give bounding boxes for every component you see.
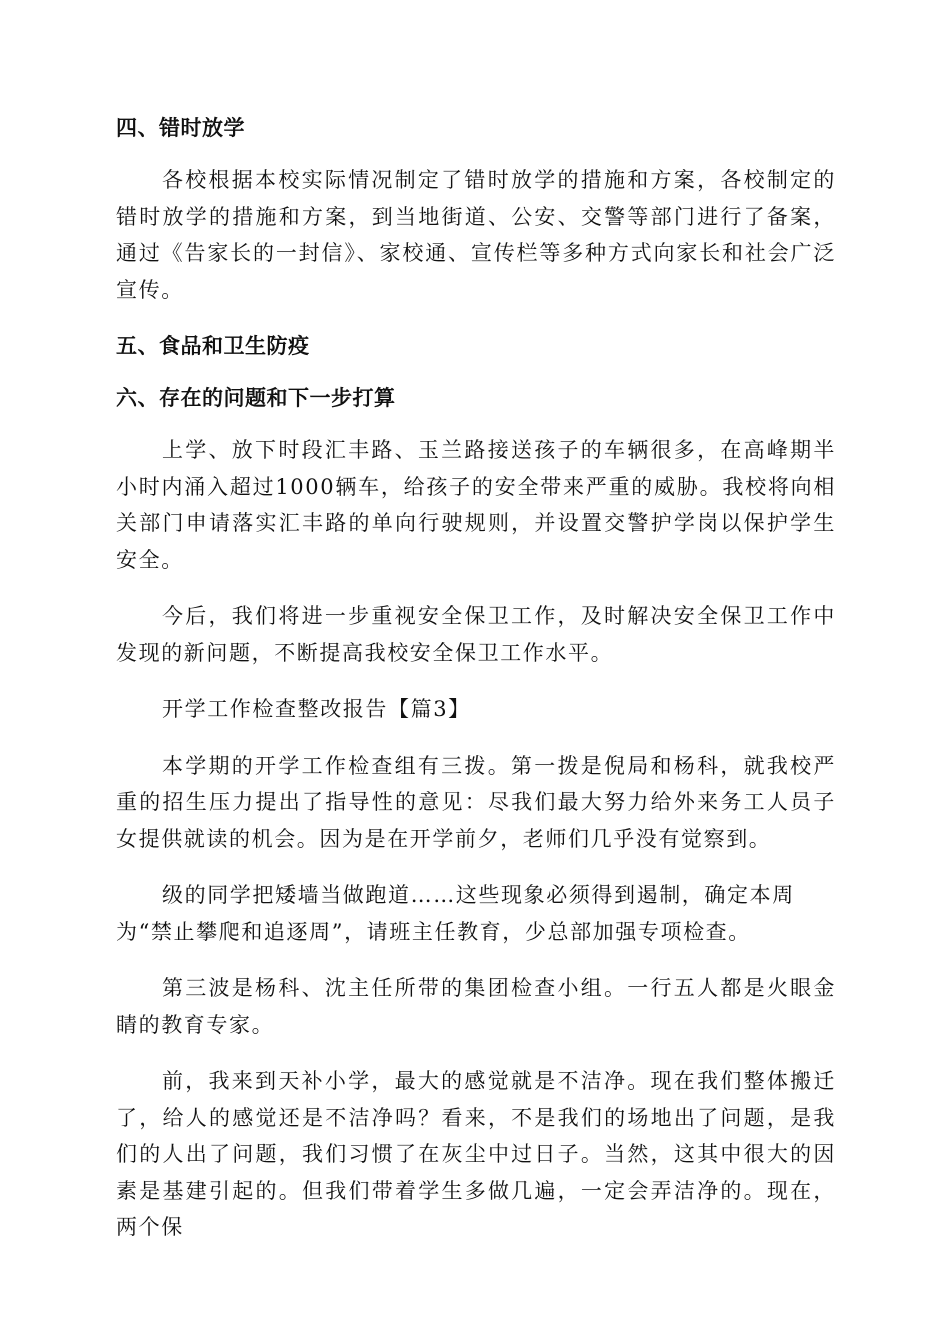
section-heading-5: 五、食品和卫生防疫 bbox=[116, 334, 310, 358]
section-6-paragraph-1: 上学、放下时段汇丰路、玉兰路接送孩子的车辆很多，在高峰期半小时内涌入超过1000辆车，给孩子的安全带来严重的威胁。我校将向相关部门申请落实汇丰路的单向行驶规则，并设置交警护学岗以保护学生安全。 bbox=[116, 438, 836, 572]
section-6-paragraph-2: 今后，我们将进一步重视安全保卫工作，及时解决安全保卫工作中发现的新问题，不断提高我校安全保卫工作水平。 bbox=[116, 604, 836, 665]
section-4-paragraph: 各校根据本校实际情况制定了错时放学的措施和方案，各校制定的错时放学的措施和方案，到当地街道、公安、交警等部门进行了备案，通过《告家长的一封信》、家校通、宣传栏等多种方式向家长和社会广泛宣传。 bbox=[116, 168, 836, 302]
section-heading-6: 六、存在的问题和下一步打算 bbox=[116, 386, 396, 410]
document-page bbox=[116, 110, 836, 1246]
section-heading-4: 四、错时放学 bbox=[116, 116, 245, 140]
report-3-paragraph-3: 第三波是杨科、沈主任所带的集团检查小组。一行五人都是火眼金睛的教育专家。 bbox=[116, 976, 836, 1037]
report-3-paragraph-2-line-1: 级的同学把矮墙当做跑道……这些现象必须得到遏制，确定本周 bbox=[162, 883, 795, 907]
report-3-paragraph-4: 前，我来到天补小学，最大的感觉就是不洁净。现在我们整体搬迁了，给人的感觉还是不洁净吗？看来，不是我们的场地出了问题，是我们的人出了问题，我们习惯了在灰尘中过日子。当然，这其中很大的因素是基建引起的。但我们带着学生多做几遍，一定会弄洁净的。现在，两个保 bbox=[116, 1069, 836, 1239]
report-3-title: 开学工作检查整改报告【篇3】 bbox=[162, 697, 471, 721]
report-3-paragraph-1: 本学期的开学工作检查组有三拨。第一拨是倪局和杨科，就我校严重的招生压力提出了指导性的意见：尽我们最大努力给外来务工人员子女提供就读的机会。因为是在开学前夕，老师们几乎没有觉察到。 bbox=[116, 753, 836, 851]
report-3-paragraph-2-line-2: 为“禁止攀爬和追逐周”，请班主任教育，少总部加强专项检查。 bbox=[116, 919, 751, 944]
